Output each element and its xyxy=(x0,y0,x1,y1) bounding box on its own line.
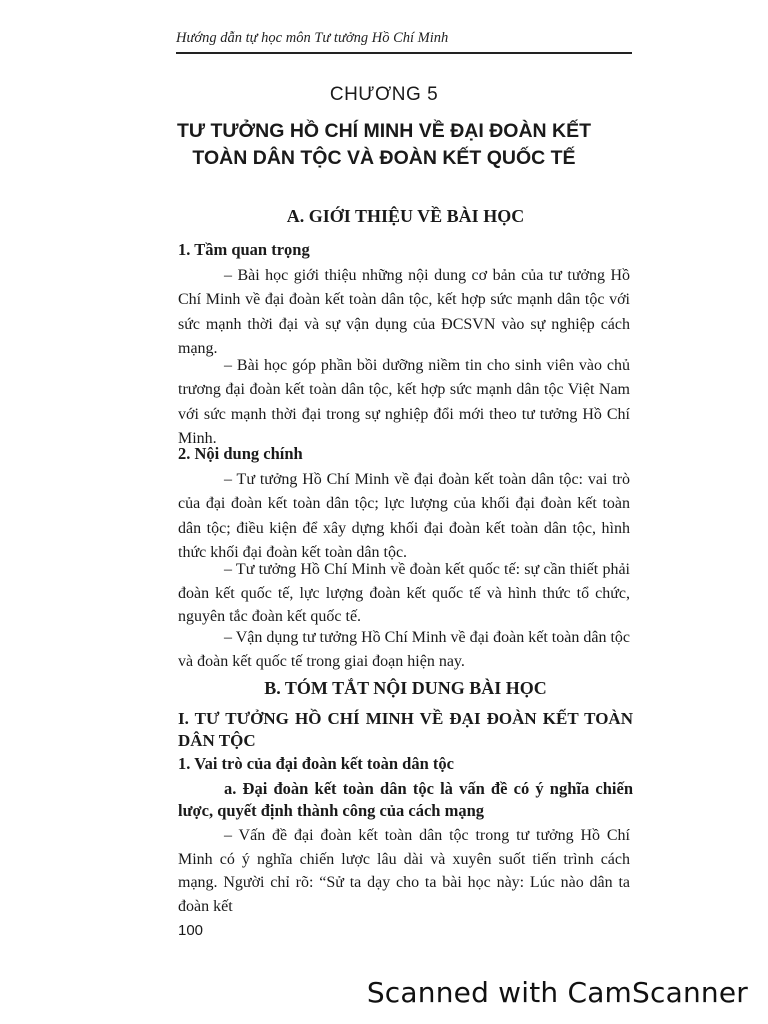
section-a-sub2-title: 2. Nội dung chính xyxy=(178,444,303,463)
scanner-watermark: Scanned with CamScanner xyxy=(366,976,748,1009)
section-a-heading: A. GIỚI THIỆU VỀ BÀI HỌC xyxy=(286,206,525,226)
section-b-heading: B. TÓM TẮT NỘI DUNG BÀI HỌC xyxy=(264,678,547,698)
header-rule xyxy=(176,52,632,54)
running-header: Hướng dẫn tự học môn Tư tưởng Hồ Chí Minh xyxy=(176,30,449,46)
chapter-title xyxy=(150,118,618,172)
section-a-sub1-title: 1. Tầm quan trọng xyxy=(178,240,310,259)
section-b-sub1a-title: a. Đại đoàn kết toàn dân tộc là vấn đề có ý nghĩa chiến lược, quyết định thành công của cách mạng xyxy=(178,779,633,820)
section-a-sub1-paragraph-1: – Bài học giới thiệu những nội dung cơ bản của tư tưởng Hồ Chí Minh về đại đoàn kết toàn dân tộc, kết hợp sức mạnh dân tộc với sức mạnh thời đại và sự vận dụng của ĐCSVN vào sự nghiệp cách mạng. xyxy=(178,267,630,358)
chapter-title-line-1: TƯ TƯỞNG HỒ CHÍ MINH VỀ ĐẠI ĐOÀN KẾT xyxy=(176,120,592,142)
section-a-sub2-paragraph-3: – Vận dụng tư tưởng Hồ Chí Minh về đại đoàn kết toàn dân tộc và đoàn kết quốc tế trong giai đoạn hiện nay. xyxy=(178,629,630,670)
section-a-sub2-paragraph-2: – Tư tưởng Hồ Chí Minh về đoàn kết quốc tế: sự cần thiết phải đoàn kết quốc tế, lực lượng đoàn kết quốc tế và hình thức tổ chức, nguyên tắc đoàn kết quốc tế. xyxy=(178,561,630,626)
section-a-sub1-paragraph-2: – Bài học góp phần bồi dưỡng niềm tin cho sinh viên vào chủ trương đại đoàn kết toàn dân tộc, kết hợp sức mạnh dân tộc Việt Nam với sức mạnh thời đại trong sự nghiệp đổi mới theo tư tưởng Hồ Chí Minh. xyxy=(178,357,630,448)
section-a-sub2-paragraph-1: – Tư tưởng Hồ Chí Minh về đại đoàn kết toàn dân tộc: vai trò của đại đoàn kết toàn dân tộc; lực lượng của khối đại đoàn kết toàn dân tộc; điều kiện để xây dựng khối đại đoàn kết toàn dân tộc, hình thức khối đại đoàn kết toàn dân tộc. xyxy=(178,471,630,562)
section-b-sub1-title: 1. Vai trò của đại đoàn kết toàn dân tộc xyxy=(178,754,454,773)
section-b-paragraph-1: – Vấn đề đại đoàn kết toàn dân tộc trong tư tưởng Hồ Chí Minh có ý nghĩa chiến lược lâu dài và xuyên suốt tiến trình cách mạng. Người chỉ rõ: “Sử ta dạy cho ta bài học này: Lúc nào dân ta đoàn kết xyxy=(178,827,630,915)
chapter-title-line-2: TOÀN DÂN TỘC VÀ ĐOÀN KẾT QUỐC TẾ xyxy=(192,147,576,169)
page-number: 100 xyxy=(178,922,204,939)
chapter-label: CHƯƠNG 5 xyxy=(329,84,439,105)
section-b-part1-title: I. TƯ TƯỞNG HỒ CHÍ MINH VỀ ĐẠI ĐOÀN KẾT TOÀN DÂN TỘC xyxy=(178,709,633,750)
